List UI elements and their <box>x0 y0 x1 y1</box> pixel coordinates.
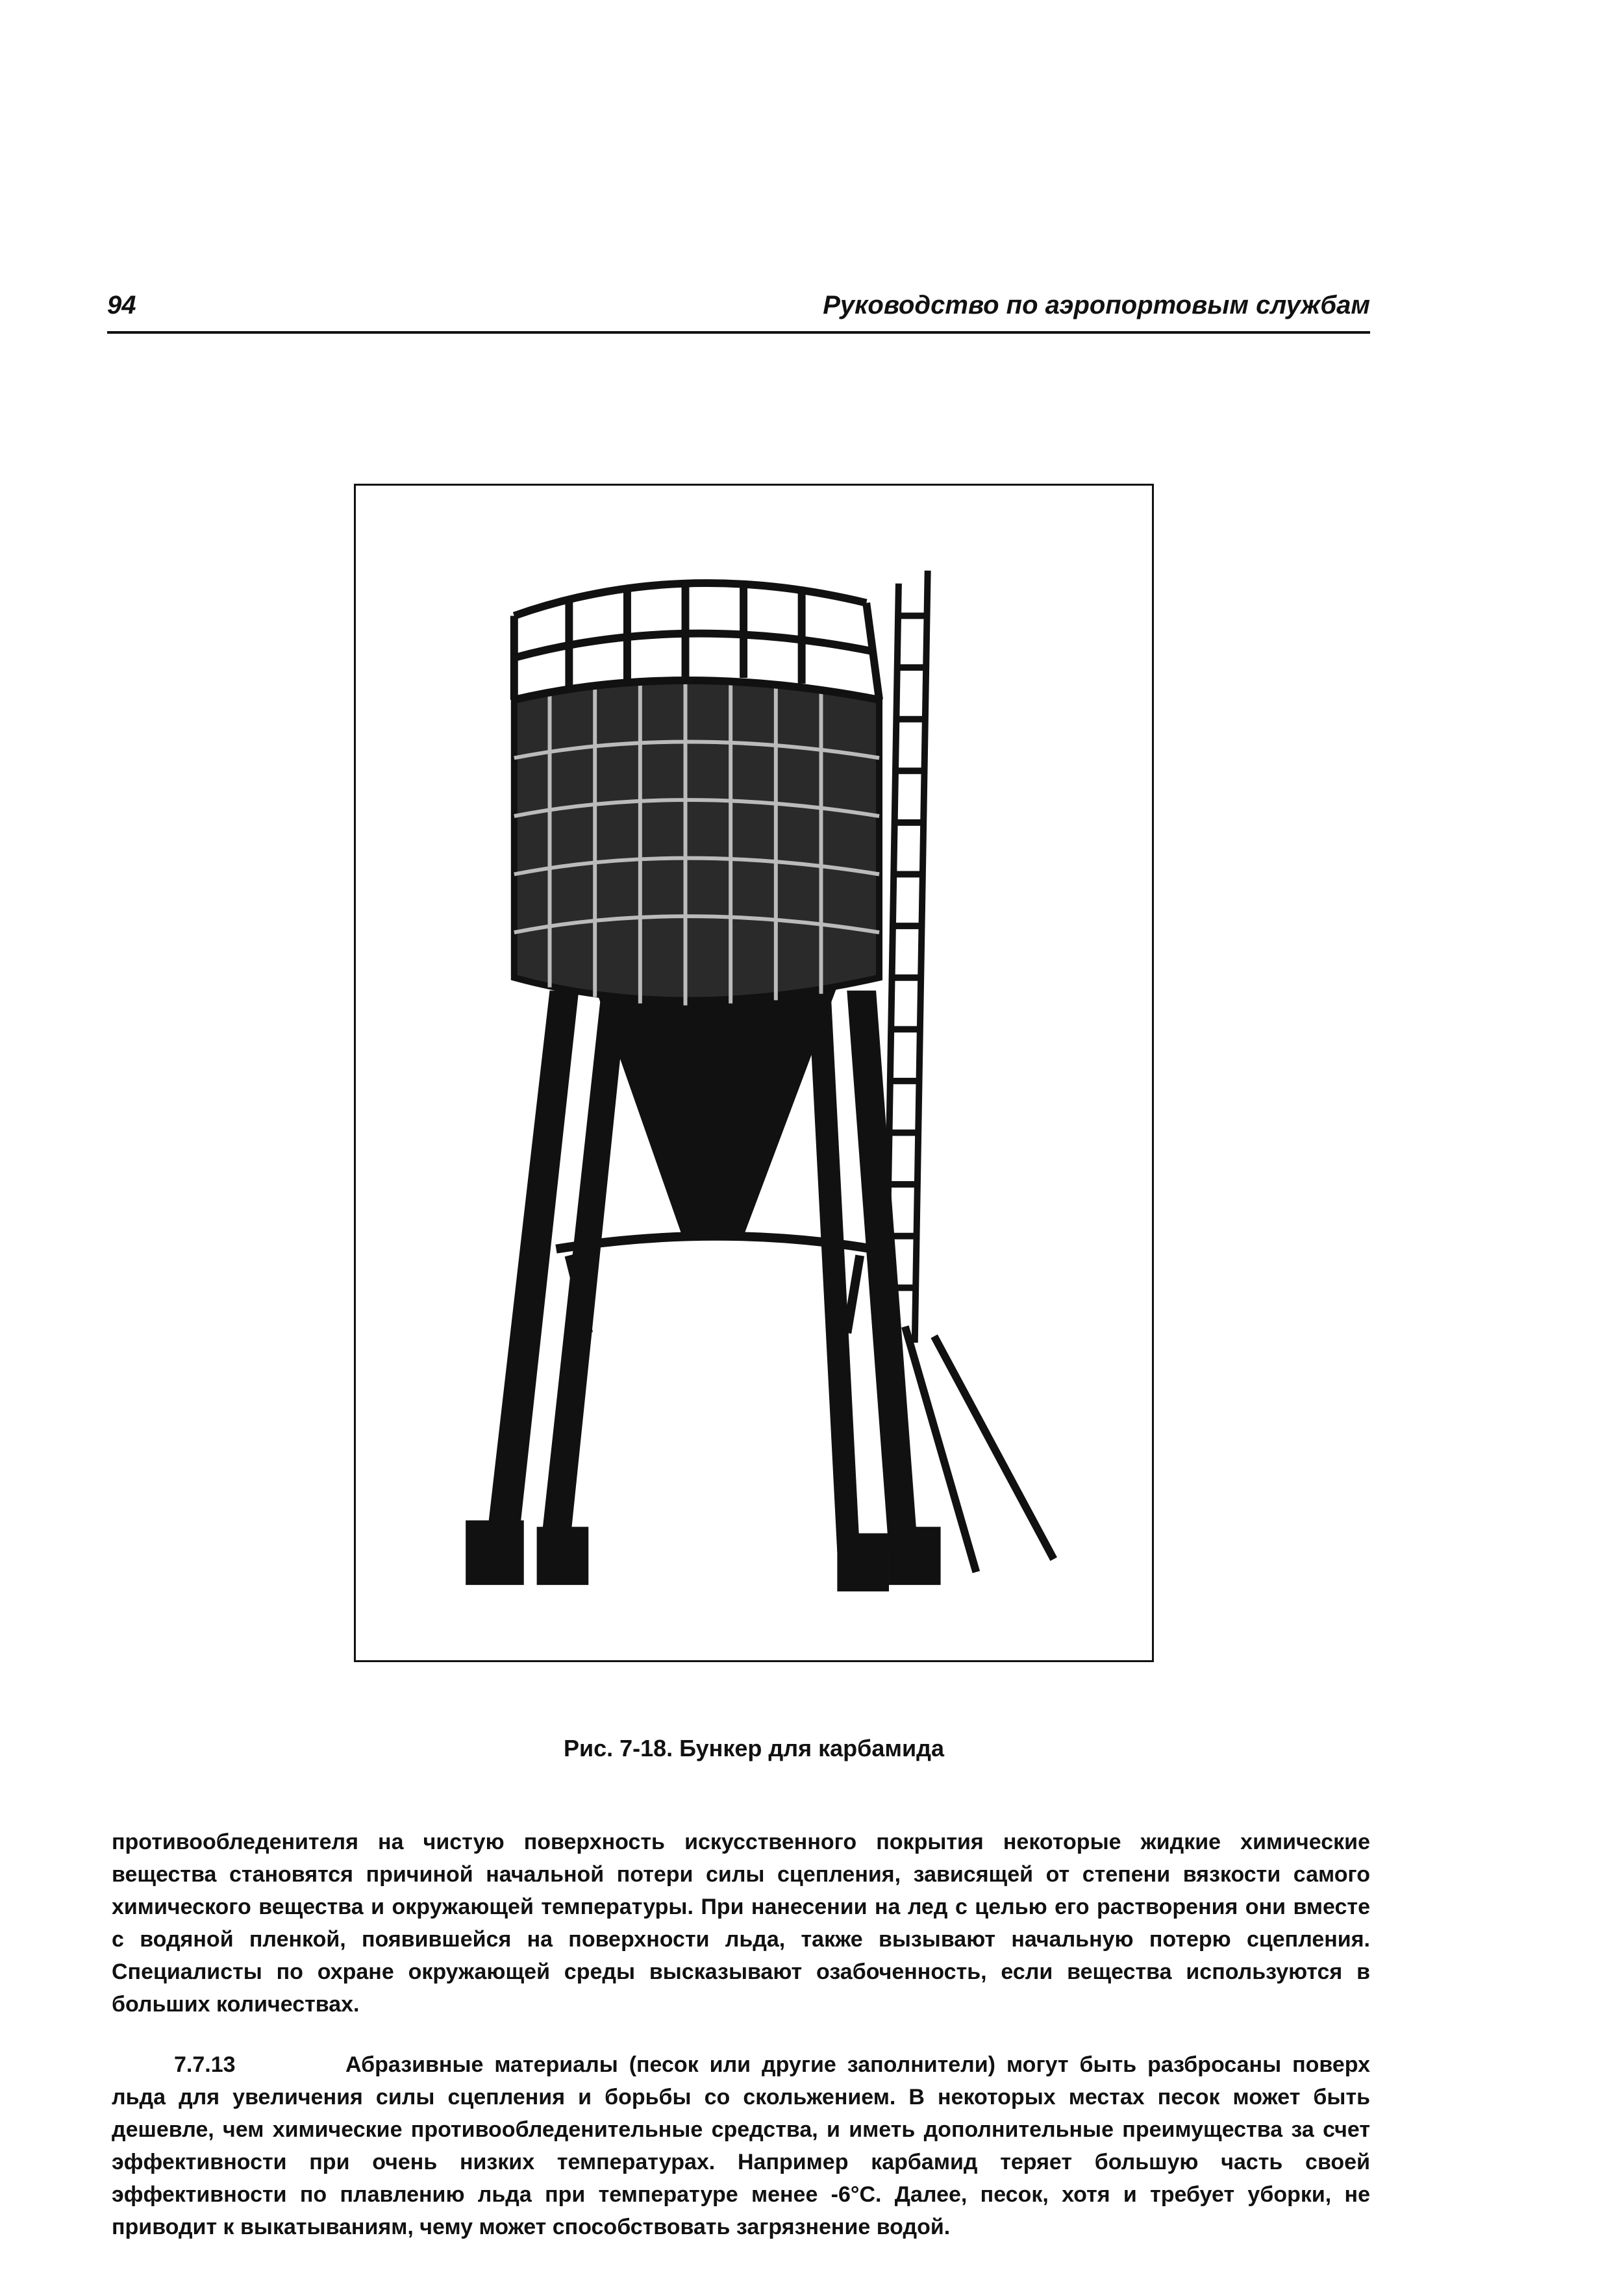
figure-caption: Рис. 7-18. Бункер для карбамида <box>563 1735 945 1761</box>
hopper-cone <box>592 978 840 1236</box>
page-header <box>107 284 1370 334</box>
tank-body <box>514 677 879 1006</box>
paragraph-text: противообледенителя на чистую поверхность искусственного покрытия некоторые жидкие химические вещества становятся причиной начальной потери силы сцепления, зависящей от степени вязкости самого химического вещества и окружающей температуры. При нанесении на лед с целью его растворения они вместе с водяной пленкой, появившейся на поверхности льда, также вызывают начальную потерю сцепления. Специалисты по охране окружающей среды высказывают озабоченность, если вещества используются в больших количествах. <box>112 1830 1370 2017</box>
running-title: Руководство по аэропортовым службам <box>823 291 1370 319</box>
paragraph-text: Абразивные материалы (песок или другие заполнители) могут быть разбросаны поверх льда для увеличения силы сцепления и борьбы со скольжением. В некоторых местах песок может быть дешевле, чем химические противообледенительные средства, и иметь дополнительные преимущества за счет эффективности при очень низких температурах. Например карбамид теряет большую часть своей эффективности по плавлению льда при температуре менее -6°С. Далее, песок, хотя и требует уборки, не приводит к выкатываниям, чему может способствовать загрязнение водой. <box>112 2052 1370 2239</box>
page-number: 94 <box>107 291 136 319</box>
paragraph-number: 7.7.13 <box>174 2052 236 2077</box>
figure-frame <box>354 484 1154 1662</box>
paragraph <box>112 1826 1370 2021</box>
paragraph <box>112 2048 1370 2243</box>
top-railing <box>514 582 879 700</box>
urea-hopper-illustration <box>356 486 1152 1660</box>
